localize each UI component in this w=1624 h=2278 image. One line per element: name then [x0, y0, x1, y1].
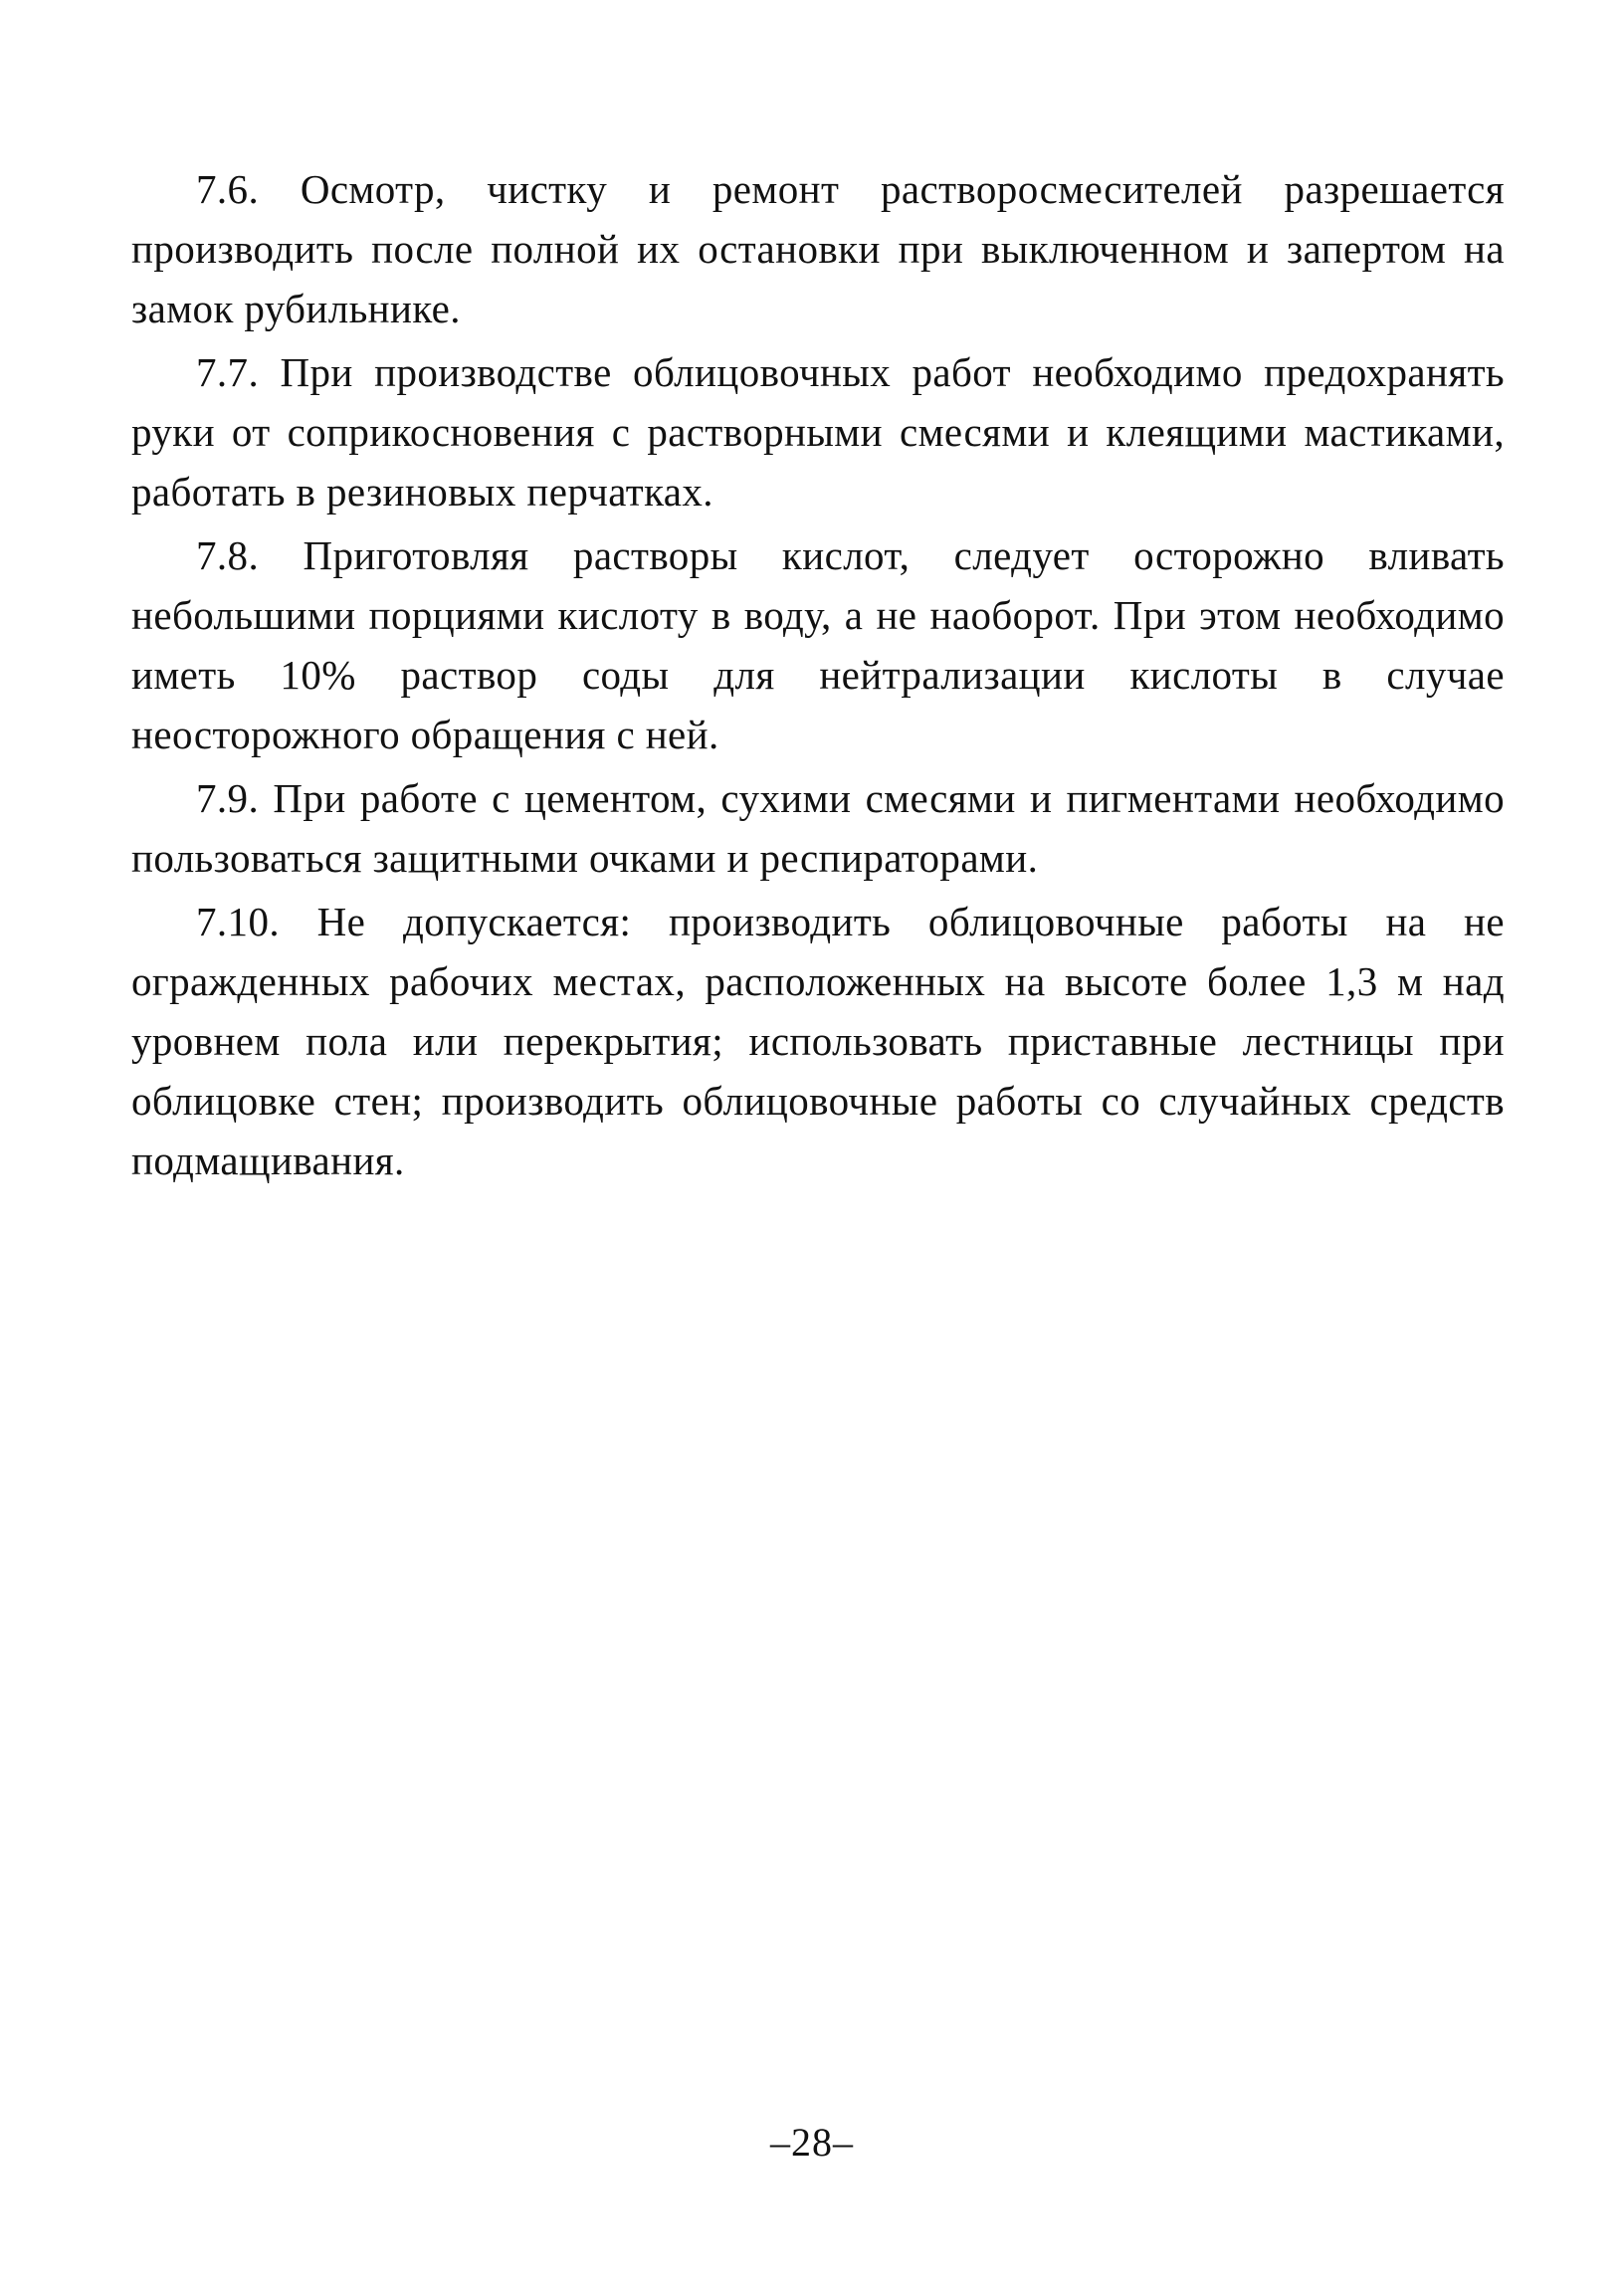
paragraph-7-7: 7.7. При производстве облицовочных работ необходимо предохранять руки от соприкосновения с растворными смесями и клеящими мастиками, работать в резиновых перчатках. [131, 349, 1505, 515]
paragraph-7-9: 7.9. При работе с цементом, сухими смесями и пигментами необходимо пользоваться защитными очками и респираторами. [131, 775, 1505, 881]
paragraph-7-6: 7.6. Осмотр, чистку и ремонт растворосмесителей разрешается производить после полной их остановки при выключенном и запертом на замок рубильнике. [131, 166, 1505, 331]
paragraph-7-8: 7.8. Приготовляя растворы кислот, следует осторожно вливать небольшими порциями кислоту в воду, а не наоборот. При этом необходимо иметь 10% раствор соды для нейтрализации кислоты в случае неосторожного обращения с ней. [131, 532, 1505, 757]
paragraph-7-10: 7.10. Не допускается: производить облицовочные работы на не огражденных рабочих местах, расположенных на высоте более 1,3 м над уровнем пола или перекрытия; использовать приставные лестницы при облицовке стен; производить облицовочные работы со случайных средств подмащивания. [131, 899, 1505, 1183]
page-number: –28– [770, 2120, 854, 2165]
body-text [131, 159, 1505, 1194]
